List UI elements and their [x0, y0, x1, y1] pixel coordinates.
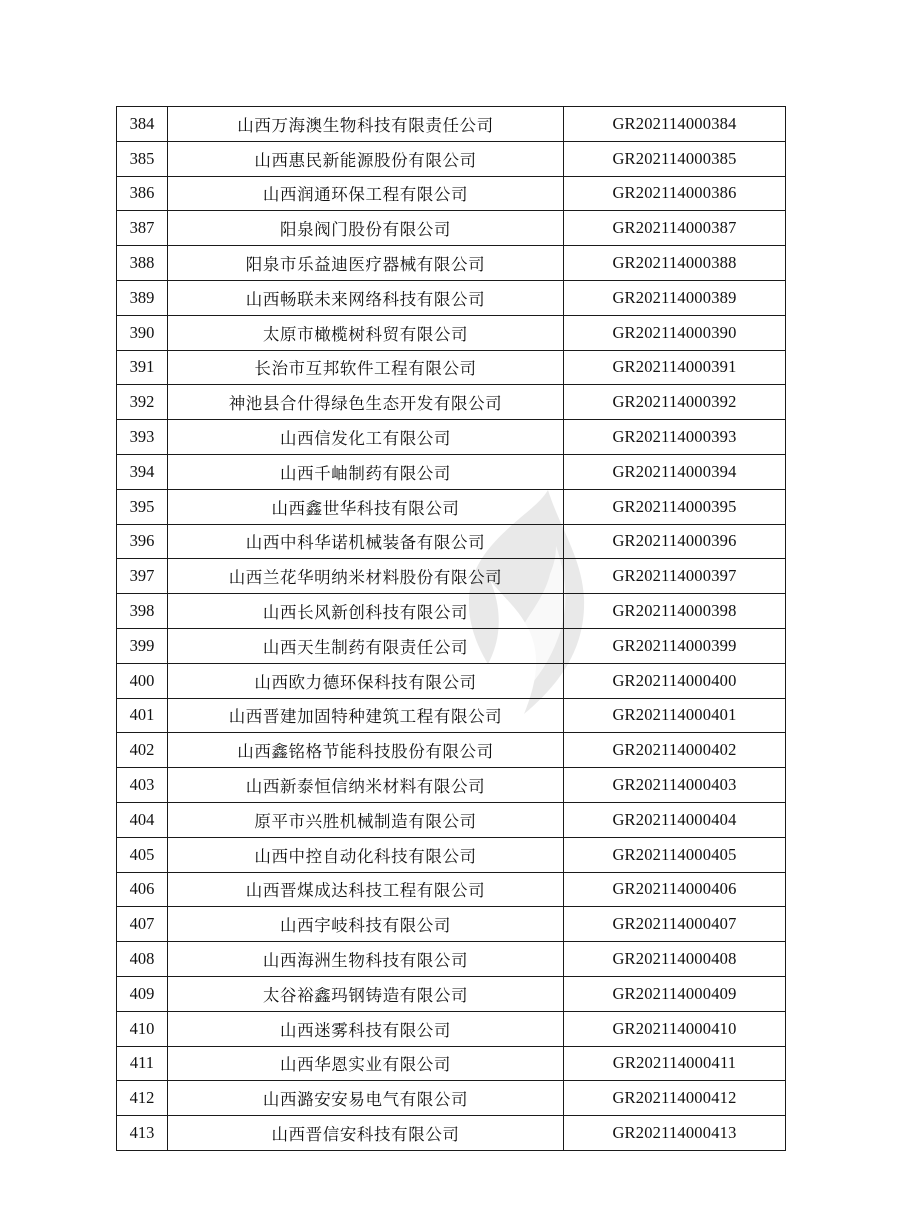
- certificate-code-cell: GR202114000391: [564, 350, 786, 385]
- company-name-cell: 山西晋煤成达科技工程有限公司: [168, 872, 564, 907]
- certificate-code-cell: GR202114000390: [564, 315, 786, 350]
- table-row: [117, 837, 786, 872]
- company-name-cell: 山西天生制药有限责任公司: [168, 628, 564, 663]
- row-number-cell: 395: [117, 489, 168, 524]
- company-name-cell: 山西信发化工有限公司: [168, 420, 564, 455]
- row-number-cell: 398: [117, 594, 168, 629]
- row-number-cell: 410: [117, 1011, 168, 1046]
- table-row: [117, 1116, 786, 1151]
- company-name-cell: 太谷裕鑫玛钢铸造有限公司: [168, 976, 564, 1011]
- company-name-cell: 山西中科华诺机械装备有限公司: [168, 524, 564, 559]
- row-number-cell: 412: [117, 1081, 168, 1116]
- company-name-cell: 阳泉市乐益迪医疗器械有限公司: [168, 246, 564, 281]
- table-row: [117, 768, 786, 803]
- table-row: [117, 663, 786, 698]
- certificate-code-cell: GR202114000386: [564, 176, 786, 211]
- company-name-cell: 山西中控自动化科技有限公司: [168, 837, 564, 872]
- row-number-cell: 404: [117, 802, 168, 837]
- table-row: [117, 385, 786, 420]
- table-row: [117, 524, 786, 559]
- company-name-cell: 山西欧力德环保科技有限公司: [168, 663, 564, 698]
- certificate-code-cell: GR202114000413: [564, 1116, 786, 1151]
- certificate-code-cell: GR202114000387: [564, 211, 786, 246]
- table-row: [117, 489, 786, 524]
- company-roster-table: [116, 106, 786, 1151]
- row-number-cell: 405: [117, 837, 168, 872]
- table-row: [117, 315, 786, 350]
- company-name-cell: 原平市兴胜机械制造有限公司: [168, 802, 564, 837]
- row-number-cell: 396: [117, 524, 168, 559]
- table-row: [117, 733, 786, 768]
- table-row: [117, 594, 786, 629]
- certificate-code-cell: GR202114000394: [564, 454, 786, 489]
- certificate-code-cell: GR202114000397: [564, 559, 786, 594]
- row-number-cell: 387: [117, 211, 168, 246]
- certificate-code-cell: GR202114000412: [564, 1081, 786, 1116]
- roster-body: [117, 107, 786, 1151]
- table-row: [117, 942, 786, 977]
- certificate-code-cell: GR202114000408: [564, 942, 786, 977]
- row-number-cell: 400: [117, 663, 168, 698]
- table-row: [117, 420, 786, 455]
- row-number-cell: 411: [117, 1046, 168, 1081]
- row-number-cell: 385: [117, 141, 168, 176]
- row-number-cell: 388: [117, 246, 168, 281]
- row-number-cell: 403: [117, 768, 168, 803]
- table-row: [117, 350, 786, 385]
- row-number-cell: 401: [117, 698, 168, 733]
- table-row: [117, 454, 786, 489]
- certificate-code-cell: GR202114000405: [564, 837, 786, 872]
- certificate-code-cell: GR202114000396: [564, 524, 786, 559]
- company-name-cell: 长治市互邦软件工程有限公司: [168, 350, 564, 385]
- row-number-cell: 393: [117, 420, 168, 455]
- table-row: [117, 1046, 786, 1081]
- table-row: [117, 280, 786, 315]
- certificate-code-cell: GR202114000403: [564, 768, 786, 803]
- row-number-cell: 392: [117, 385, 168, 420]
- row-number-cell: 389: [117, 280, 168, 315]
- table-row: [117, 176, 786, 211]
- certificate-code-cell: GR202114000393: [564, 420, 786, 455]
- company-name-cell: 山西润通环保工程有限公司: [168, 176, 564, 211]
- certificate-code-cell: GR202114000400: [564, 663, 786, 698]
- table-row: [117, 872, 786, 907]
- table-row: [117, 976, 786, 1011]
- table-row: [117, 246, 786, 281]
- row-number-cell: 386: [117, 176, 168, 211]
- table-row: [117, 628, 786, 663]
- row-number-cell: 399: [117, 628, 168, 663]
- table-row: [117, 1011, 786, 1046]
- certificate-code-cell: GR202114000398: [564, 594, 786, 629]
- certificate-code-cell: GR202114000399: [564, 628, 786, 663]
- table-row: [117, 802, 786, 837]
- company-name-cell: 山西潞安安易电气有限公司: [168, 1081, 564, 1116]
- certificate-code-cell: GR202114000410: [564, 1011, 786, 1046]
- company-name-cell: 太原市橄榄树科贸有限公司: [168, 315, 564, 350]
- row-number-cell: 406: [117, 872, 168, 907]
- certificate-code-cell: GR202114000406: [564, 872, 786, 907]
- certificate-code-cell: GR202114000392: [564, 385, 786, 420]
- company-name-cell: 山西新泰恒信纳米材料有限公司: [168, 768, 564, 803]
- row-number-cell: 409: [117, 976, 168, 1011]
- certificate-code-cell: GR202114000407: [564, 907, 786, 942]
- company-name-cell: 神池县合什得绿色生态开发有限公司: [168, 385, 564, 420]
- certificate-code-cell: GR202114000384: [564, 107, 786, 142]
- certificate-code-cell: GR202114000389: [564, 280, 786, 315]
- company-name-cell: 山西畅联未来网络科技有限公司: [168, 280, 564, 315]
- row-number-cell: 394: [117, 454, 168, 489]
- company-name-cell: 山西长风新创科技有限公司: [168, 594, 564, 629]
- company-name-cell: 阳泉阀门股份有限公司: [168, 211, 564, 246]
- company-name-cell: 山西鑫世华科技有限公司: [168, 489, 564, 524]
- row-number-cell: 391: [117, 350, 168, 385]
- row-number-cell: 413: [117, 1116, 168, 1151]
- table-row: [117, 107, 786, 142]
- table-row: [117, 211, 786, 246]
- row-number-cell: 407: [117, 907, 168, 942]
- company-name-cell: 山西海洲生物科技有限公司: [168, 942, 564, 977]
- row-number-cell: 390: [117, 315, 168, 350]
- certificate-code-cell: GR202114000402: [564, 733, 786, 768]
- certificate-code-cell: GR202114000401: [564, 698, 786, 733]
- certificate-code-cell: GR202114000404: [564, 802, 786, 837]
- certificate-code-cell: GR202114000409: [564, 976, 786, 1011]
- company-name-cell: 山西宇岐科技有限公司: [168, 907, 564, 942]
- table-row: [117, 907, 786, 942]
- company-name-cell: 山西晋建加固特种建筑工程有限公司: [168, 698, 564, 733]
- row-number-cell: 402: [117, 733, 168, 768]
- company-name-cell: 山西迷雾科技有限公司: [168, 1011, 564, 1046]
- certificate-code-cell: GR202114000385: [564, 141, 786, 176]
- table-row: [117, 698, 786, 733]
- company-name-cell: 山西晋信安科技有限公司: [168, 1116, 564, 1151]
- company-name-cell: 山西惠民新能源股份有限公司: [168, 141, 564, 176]
- company-name-cell: 山西千岫制药有限公司: [168, 454, 564, 489]
- company-name-cell: 山西万海澳生物科技有限责任公司: [168, 107, 564, 142]
- certificate-code-cell: GR202114000395: [564, 489, 786, 524]
- table-row: [117, 1081, 786, 1116]
- table-row: [117, 141, 786, 176]
- row-number-cell: 384: [117, 107, 168, 142]
- certificate-code-cell: GR202114000388: [564, 246, 786, 281]
- table-row: [117, 559, 786, 594]
- row-number-cell: 397: [117, 559, 168, 594]
- company-name-cell: 山西兰花华明纳米材料股份有限公司: [168, 559, 564, 594]
- company-name-cell: 山西华恩实业有限公司: [168, 1046, 564, 1081]
- certificate-code-cell: GR202114000411: [564, 1046, 786, 1081]
- company-name-cell: 山西鑫铭格节能科技股份有限公司: [168, 733, 564, 768]
- row-number-cell: 408: [117, 942, 168, 977]
